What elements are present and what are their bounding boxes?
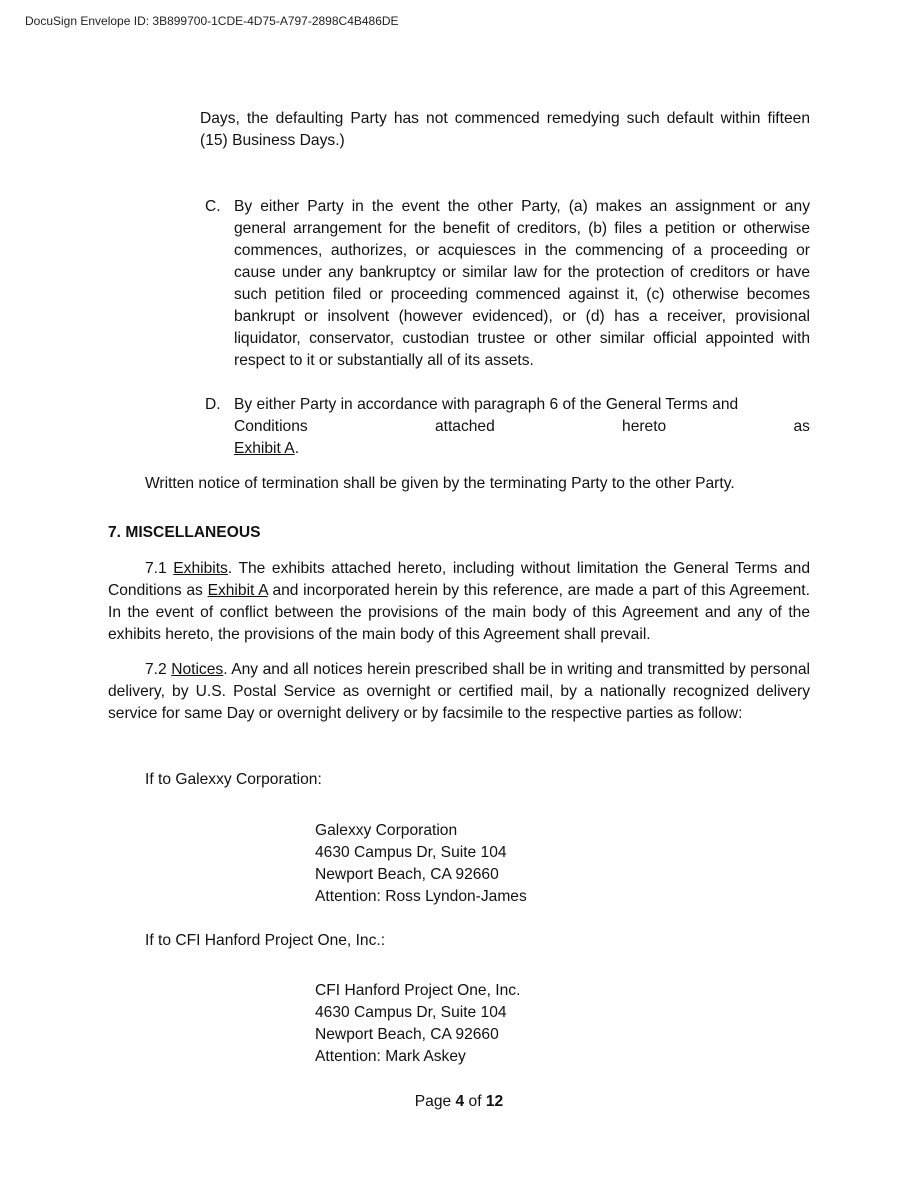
- list-item-d-line2: [234, 416, 810, 438]
- list-item-d-line3: [234, 438, 810, 460]
- paragraph-number: 7.2: [145, 661, 172, 678]
- continuation-paragraph: Days, the defaulting Party has not commenced remedying such default within fifteen (15) Business Days.): [200, 110, 810, 149]
- word: hereto: [622, 418, 667, 435]
- page-number: [0, 1093, 918, 1111]
- address-line: Newport Beach, CA 92660: [315, 1026, 499, 1043]
- address-line: Attention: Ross Lyndon-James: [315, 888, 527, 905]
- notice-recipient-label: If to CFI Hanford Project One, Inc.:: [145, 932, 386, 949]
- address-line: Newport Beach, CA 92660: [315, 866, 499, 883]
- list-item-d-text: [234, 394, 810, 460]
- termination-notice: Written notice of termination shall be given by the terminating Party to the other Party.: [145, 475, 735, 492]
- exhibit-a-link[interactable]: Exhibit A: [207, 582, 268, 599]
- paragraph-text: and incorporated herein by this reference, are made a part of this Agreement. In the event of conflict between the provisions of the main body of this Agreement and any of the exhibits hereto, the provisions of the main body of this Agreement shall prevail.: [108, 582, 810, 643]
- word: as: [793, 418, 810, 435]
- paragraph-7-1: [108, 558, 810, 646]
- address-block: [315, 980, 520, 1068]
- address-line: Galexxy Corporation: [315, 822, 458, 839]
- paragraph-text: . The exhibits attached hereto, including without limitation the General Terms and Conditions as: [108, 560, 811, 599]
- paragraph-7-2: [108, 659, 810, 725]
- paragraph-number: 7.1: [145, 560, 174, 577]
- list-item-c: [205, 196, 810, 372]
- address-line: CFI Hanford Project One, Inc.: [315, 982, 521, 999]
- address-line: Attention: Mark Askey: [315, 1048, 466, 1065]
- word: attached: [434, 418, 495, 435]
- address-line: 4630 Campus Dr, Suite 104: [315, 1004, 507, 1021]
- paragraph-text: . Any and all notices herein prescribed shall be in writing and transmitted by personal delivery, by U.S. Postal Service as overnight or certified mail, by a nationally recognized delivery service for same Day or overnight delivery or by facsimile to the respective parties as follow:: [108, 661, 810, 722]
- list-item-c-text: By either Party in the event the other Party, (a) makes an assignment or any general arrangement for the benefit of creditors, (b) files a petition or otherwise commences, authorizes, or acquiesces in the commencing of a proceeding or cause under any bankruptcy or similar law for the protection of creditors or have such petition filed or proceeding commenced against it, (c) otherwise becomes bankrupt or insolvent (however evidenced), or (d) has a receiver, provisional liquidator, conservator, custodian trustee or other similar official appointed with respect to it or substantially all of its assets.: [234, 198, 810, 369]
- exhibit-a-link[interactable]: Exhibit A: [234, 440, 295, 457]
- period: .: [294, 440, 300, 457]
- list-item-c-letter: C.: [205, 198, 221, 215]
- exhibits-title: Exhibits: [173, 560, 228, 577]
- page-of: of: [464, 1093, 486, 1110]
- list-item-d-line1: By either Party in accordance with paragraph 6 of the General Terms and: [234, 396, 739, 413]
- page-prefix: Page: [414, 1093, 456, 1110]
- page-current: 4: [455, 1093, 465, 1110]
- address-line: 4630 Campus Dr, Suite 104: [315, 844, 507, 861]
- section-heading: 7. MISCELLANEOUS: [108, 524, 261, 541]
- list-item-d: [205, 394, 810, 460]
- word: Conditions: [234, 418, 308, 435]
- notices-title: Notices: [171, 661, 224, 678]
- address-block: [315, 820, 527, 908]
- docusign-envelope-id: DocuSign Envelope ID: 3B899700-1CDE-4D75-A797-2898C4B486DE: [25, 14, 399, 28]
- page-total: 12: [485, 1093, 504, 1110]
- list-item-d-letter: D.: [205, 396, 221, 413]
- notice-recipient-label: If to Galexxy Corporation:: [145, 771, 322, 788]
